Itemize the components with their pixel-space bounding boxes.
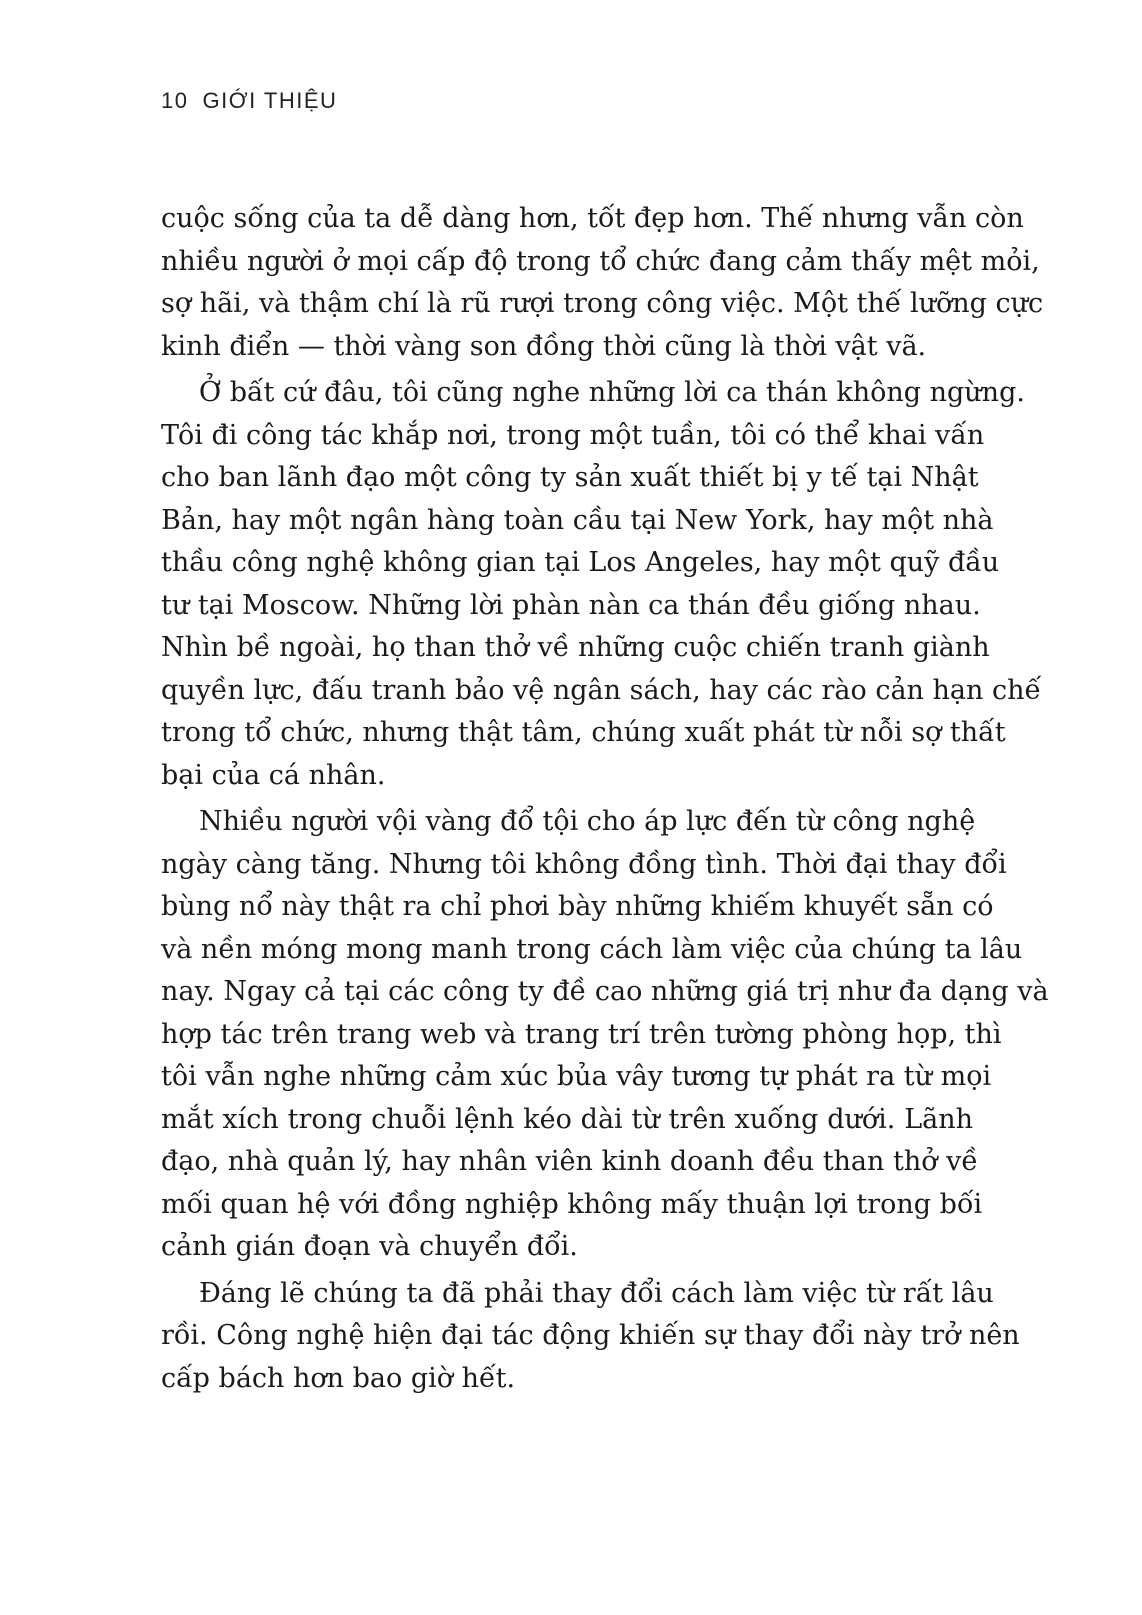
- text-line: đạo, nhà quản lý, hay nhân viên kinh doanh đều than thở về: [161, 1146, 978, 1177]
- text-line: ngày càng tăng. Nhưng tôi không đồng tình. Thời đại thay đổi: [161, 848, 1007, 880]
- text-line: cảnh gián đoạn và chuyển đổi.: [161, 1231, 578, 1262]
- text-line: nay. Ngay cả tại các công ty đề cao những giá trị như đa dạng và: [161, 976, 1049, 1007]
- text-line: rồi. Công nghệ hiện đại tác động khiến sự thay đổi này trở nên: [161, 1320, 1020, 1351]
- text-line: mối quan hệ với đồng nghiệp không mấy thuận lợi trong bối: [161, 1188, 983, 1220]
- paragraph: [161, 1273, 1020, 1401]
- text-line: cuộc sống của ta dễ dàng hơn, tốt đẹp hơn. Thế nhưng vẫn còn: [161, 203, 1024, 234]
- text-line: tư tại Moscow. Những lời phàn nàn ca thán đều giống nhau.: [161, 589, 981, 621]
- text-line: và nền móng mong manh trong cách làm việc của chúng ta lâu: [161, 933, 1023, 965]
- text-line: Tôi đi công tác khắp nơi, trong một tuần, tôi có thể khai vấn: [161, 419, 985, 451]
- text-line: quyền lực, đấu tranh bảo vệ ngân sách, hay các rào cản hạn chế: [161, 674, 1042, 706]
- text-line: sợ hãi, và thậm chí là rũ rượi trong công việc. Một thế lưỡng cực: [161, 288, 1044, 319]
- text-line: cho ban lãnh đạo một công ty sản xuất thiết bị y tế tại Nhật: [161, 462, 979, 493]
- text-line: bùng nổ này thật ra chỉ phơi bày những khiếm khuyết sẵn có: [161, 891, 994, 922]
- running-head: [161, 88, 337, 114]
- paragraph: [161, 198, 1044, 368]
- text-line: Đáng lẽ chúng ta đã phải thay đổi cách làm việc từ rất lâu: [199, 1277, 994, 1309]
- section-title: GIỚI THIỆU: [202, 88, 338, 113]
- text-line: tôi vẫn nghe những cảm xúc bủa vây tương tự phát ra từ mọi: [161, 1061, 992, 1092]
- text-line: kinh điển — thời vàng son đồng thời cũng là thời vật vã.: [161, 330, 927, 362]
- body-text: [161, 198, 1049, 1400]
- text-line: mắt xích trong chuỗi lệnh kéo dài từ trên xuống dưới. Lãnh: [161, 1103, 973, 1135]
- text-line: bại của cá nhân.: [161, 759, 386, 791]
- text-line: Nhiều người vội vàng đổ tội cho áp lực đến từ công nghệ: [199, 806, 976, 837]
- page-number: 10: [161, 88, 189, 113]
- text-line: hợp tác trên trang web và trang trí trên tường phòng họp, thì: [161, 1018, 1002, 1050]
- text-line: Bản, hay một ngân hàng toàn cầu tại New York, hay một nhà: [161, 504, 994, 536]
- text-line: cấp bách hơn bao giờ hết.: [161, 1362, 516, 1394]
- text-line: Ở bất cứ đâu, tôi cũng nghe những lời ca thán không ngừng.: [199, 377, 1025, 408]
- paragraph: [161, 801, 1049, 1269]
- text-line: trong tổ chức, nhưng thật tâm, chúng xuất phát từ nỗi sợ thất: [161, 717, 1006, 748]
- text-line: nhiều người ở mọi cấp độ trong tổ chức đang cảm thấy mệt mỏi,: [161, 245, 1040, 277]
- text-line: thầu công nghệ không gian tại Los Angeles, hay một quỹ đầu: [161, 547, 1000, 578]
- text-line: Nhìn bề ngoài, họ than thở về những cuộc chiến tranh giành: [161, 632, 990, 663]
- paragraph: [161, 372, 1042, 797]
